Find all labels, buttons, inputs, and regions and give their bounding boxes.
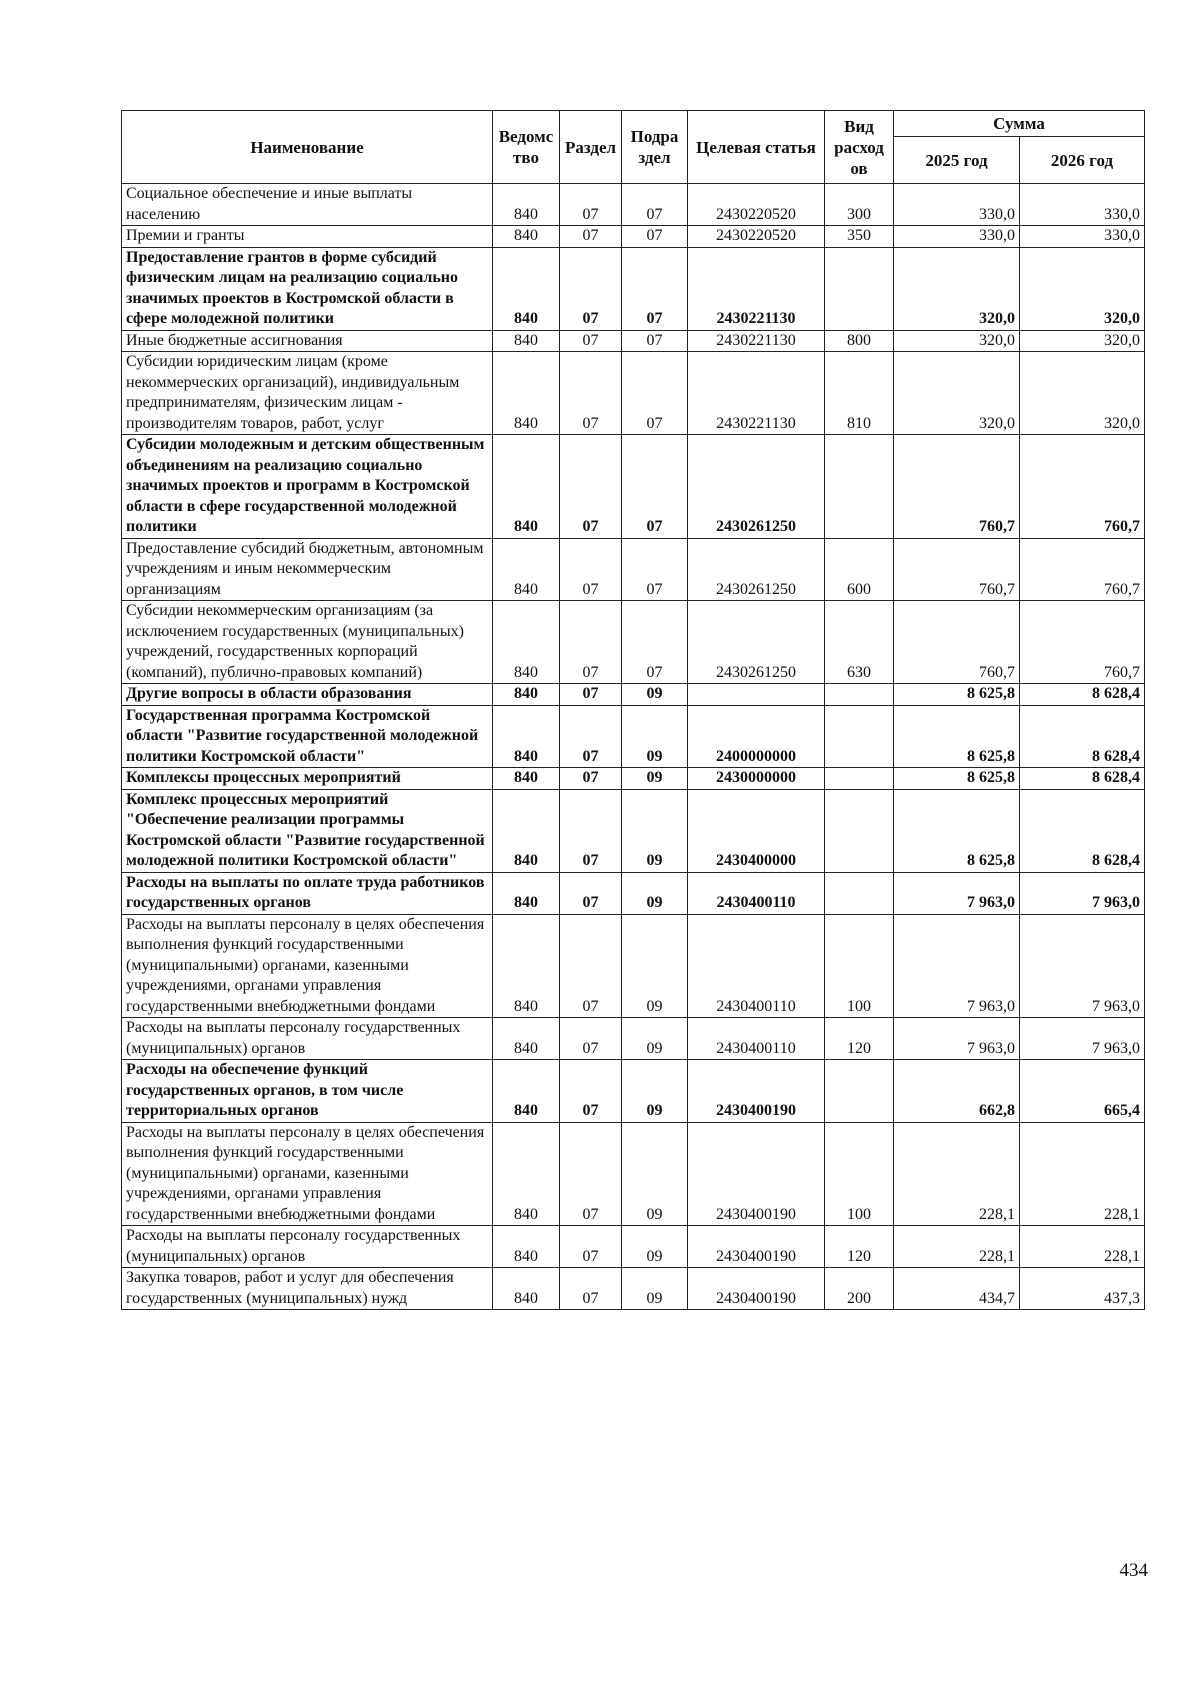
row-celevaya — [688, 684, 825, 706]
budget-table — [121, 110, 1145, 1310]
row-name: Субсидии молодежным и детским общественным объединениям на реализацию социально значимых проектов и программ в Костромской области в сфере государственной молодежной политики — [122, 435, 493, 539]
row-vedomstvo: 840 — [493, 1060, 560, 1123]
row-podrazdel: 09 — [622, 1122, 688, 1226]
row-vedomstvo: 840 — [493, 352, 560, 435]
row-celevaya: 2430400190 — [688, 1122, 825, 1226]
row-podrazdel: 07 — [622, 352, 688, 435]
table-row — [122, 684, 1145, 706]
row-podrazdel: 07 — [622, 247, 688, 330]
row-podrazdel: 09 — [622, 1268, 688, 1310]
row-celevaya: 2430261250 — [688, 538, 825, 601]
table-row — [122, 705, 1145, 768]
row-podrazdel: 07 — [622, 435, 688, 539]
row-sum-2025: 662,8 — [894, 1060, 1020, 1123]
row-sum-2026: 8 628,4 — [1020, 684, 1145, 706]
row-podrazdel: 09 — [622, 789, 688, 872]
row-sum-2025: 8 625,8 — [894, 789, 1020, 872]
table-row — [122, 352, 1145, 435]
row-vedomstvo: 840 — [493, 684, 560, 706]
row-name: Субсидии юридическим лицам (кроме некоммерческих организаций), индивидуальным предпринимателям, физическим лицам - производителям товаров, работ, услуг — [122, 352, 493, 435]
row-vedomstvo: 840 — [493, 914, 560, 1018]
row-sum-2026: 228,1 — [1020, 1122, 1145, 1226]
row-vid — [825, 684, 894, 706]
table-row — [122, 789, 1145, 872]
row-vid — [825, 435, 894, 539]
row-podrazdel: 09 — [622, 705, 688, 768]
table-row — [122, 768, 1145, 790]
row-celevaya: 2430400190 — [688, 1060, 825, 1123]
row-celevaya: 2430261250 — [688, 435, 825, 539]
row-sum-2026: 760,7 — [1020, 538, 1145, 601]
row-vid — [825, 872, 894, 914]
row-sum-2025: 7 963,0 — [894, 872, 1020, 914]
row-sum-2026: 228,1 — [1020, 1226, 1145, 1268]
row-razdel: 07 — [560, 705, 622, 768]
row-sum-2025: 320,0 — [894, 247, 1020, 330]
row-vedomstvo: 840 — [493, 330, 560, 352]
row-razdel: 07 — [560, 789, 622, 872]
table-row — [122, 538, 1145, 601]
header-summa: Сумма — [894, 111, 1145, 137]
row-sum-2025: 760,7 — [894, 601, 1020, 684]
row-name: Предоставление субсидий бюджетным, автономным учреждениям и иным некоммерческим организациям — [122, 538, 493, 601]
row-vedomstvo: 840 — [493, 1018, 560, 1060]
row-podrazdel: 07 — [622, 184, 688, 226]
header-2026: 2026 год — [1020, 137, 1145, 184]
row-vid: 630 — [825, 601, 894, 684]
row-podrazdel: 09 — [622, 1018, 688, 1060]
row-vid: 600 — [825, 538, 894, 601]
row-vedomstvo: 840 — [493, 184, 560, 226]
table-row — [122, 914, 1145, 1018]
row-name: Другие вопросы в области образования — [122, 684, 493, 706]
row-sum-2026: 7 963,0 — [1020, 1018, 1145, 1060]
row-sum-2025: 8 625,8 — [894, 768, 1020, 790]
row-celevaya: 2400000000 — [688, 705, 825, 768]
row-sum-2026: 8 628,4 — [1020, 768, 1145, 790]
row-sum-2025: 330,0 — [894, 226, 1020, 248]
row-sum-2025: 760,7 — [894, 538, 1020, 601]
row-vid: 810 — [825, 352, 894, 435]
row-sum-2025: 7 963,0 — [894, 914, 1020, 1018]
row-podrazdel: 09 — [622, 1060, 688, 1123]
row-name: Расходы на выплаты персоналу в целях обеспечения выполнения функций государственными (муниципальными) органами, казенными учреждениями, органами управления государственными внебюджетными фондами — [122, 1122, 493, 1226]
table-row — [122, 1060, 1145, 1123]
row-sum-2026: 665,4 — [1020, 1060, 1145, 1123]
row-sum-2026: 320,0 — [1020, 330, 1145, 352]
row-sum-2025: 320,0 — [894, 352, 1020, 435]
row-podrazdel: 09 — [622, 1226, 688, 1268]
row-vedomstvo: 840 — [493, 601, 560, 684]
header-celevaya: Целевая статья — [688, 111, 825, 184]
row-vedomstvo: 840 — [493, 705, 560, 768]
table-row — [122, 226, 1145, 248]
row-sum-2026: 330,0 — [1020, 184, 1145, 226]
row-celevaya: 2430220520 — [688, 184, 825, 226]
row-podrazdel: 07 — [622, 601, 688, 684]
row-razdel: 07 — [560, 538, 622, 601]
row-sum-2026: 8 628,4 — [1020, 705, 1145, 768]
row-razdel: 07 — [560, 601, 622, 684]
row-vedomstvo: 840 — [493, 1268, 560, 1310]
row-vid: 800 — [825, 330, 894, 352]
row-sum-2026: 330,0 — [1020, 226, 1145, 248]
row-celevaya: 2430400190 — [688, 1268, 825, 1310]
row-vid: 200 — [825, 1268, 894, 1310]
table-row — [122, 1226, 1145, 1268]
row-sum-2025: 8 625,8 — [894, 684, 1020, 706]
row-vedomstvo: 840 — [493, 226, 560, 248]
row-razdel: 07 — [560, 1060, 622, 1123]
table-row — [122, 435, 1145, 539]
row-celevaya: 2430400110 — [688, 1018, 825, 1060]
row-celevaya: 2430400000 — [688, 789, 825, 872]
table-row — [122, 184, 1145, 226]
row-razdel: 07 — [560, 1018, 622, 1060]
row-vedomstvo: 840 — [493, 872, 560, 914]
row-name: Государственная программа Костромской области "Развитие государственной молодежной политики Костромской области" — [122, 705, 493, 768]
row-vedomstvo: 840 — [493, 1122, 560, 1226]
row-vid — [825, 1060, 894, 1123]
table-row — [122, 330, 1145, 352]
table-header — [122, 111, 1145, 184]
row-podrazdel: 09 — [622, 914, 688, 1018]
row-podrazdel: 09 — [622, 768, 688, 790]
row-vid — [825, 789, 894, 872]
row-sum-2026: 7 963,0 — [1020, 872, 1145, 914]
row-name: Расходы на выплаты персоналу государственных (муниципальных) органов — [122, 1226, 493, 1268]
table-row — [122, 872, 1145, 914]
row-name: Субсидии некоммерческим организациям (за исключением государственных (муниципальных) учреждений, государственных корпораций (компаний), публично-правовых компаний) — [122, 601, 493, 684]
header-vedomstvo: Ведомс тво — [493, 111, 560, 184]
row-razdel: 07 — [560, 914, 622, 1018]
row-celevaya: 2430261250 — [688, 601, 825, 684]
page-number: 434 — [1119, 1560, 1148, 1581]
row-sum-2025: 330,0 — [894, 184, 1020, 226]
table-row — [122, 1268, 1145, 1310]
row-name: Расходы на обеспечение функций государственных органов, в том числе территориальных органов — [122, 1060, 493, 1123]
row-name: Закупка товаров, работ и услуг для обеспечения государственных (муниципальных) нужд — [122, 1268, 493, 1310]
row-name: Социальное обеспечение и иные выплаты населению — [122, 184, 493, 226]
row-vedomstvo: 840 — [493, 1226, 560, 1268]
row-sum-2025: 228,1 — [894, 1226, 1020, 1268]
row-vid: 120 — [825, 1018, 894, 1060]
row-vid — [825, 247, 894, 330]
row-celevaya: 2430400110 — [688, 872, 825, 914]
row-razdel: 07 — [560, 768, 622, 790]
row-vid — [825, 705, 894, 768]
row-name: Комплекс процессных мероприятий "Обеспечение реализации программы Костромской области "Развитие государственной молодежной политики Костромской области" — [122, 789, 493, 872]
row-razdel: 07 — [560, 226, 622, 248]
row-podrazdel: 07 — [622, 226, 688, 248]
row-sum-2025: 760,7 — [894, 435, 1020, 539]
row-sum-2026: 760,7 — [1020, 435, 1145, 539]
row-name: Расходы на выплаты по оплате труда работников государственных органов — [122, 872, 493, 914]
table-row — [122, 1122, 1145, 1226]
row-razdel: 07 — [560, 352, 622, 435]
row-sum-2026: 437,3 — [1020, 1268, 1145, 1310]
row-podrazdel: 09 — [622, 872, 688, 914]
row-name: Расходы на выплаты персоналу в целях обеспечения выполнения функций государственными (муниципальными) органами, казенными учреждениями, органами управления государственными внебюджетными фондами — [122, 914, 493, 1018]
row-sum-2025: 434,7 — [894, 1268, 1020, 1310]
row-sum-2026: 8 628,4 — [1020, 789, 1145, 872]
row-name: Предоставление грантов в форме субсидий физическим лицам на реализацию социально значимых проектов в Костромской области в сфере молодежной политики — [122, 247, 493, 330]
header-name: Наименование — [122, 111, 493, 184]
header-razdel: Раздел — [560, 111, 622, 184]
row-sum-2025: 320,0 — [894, 330, 1020, 352]
table-row — [122, 1018, 1145, 1060]
row-sum-2026: 320,0 — [1020, 247, 1145, 330]
row-sum-2026: 760,7 — [1020, 601, 1145, 684]
row-celevaya: 2430221130 — [688, 247, 825, 330]
table-body — [122, 184, 1145, 1310]
row-razdel: 07 — [560, 435, 622, 539]
row-podrazdel: 07 — [622, 330, 688, 352]
row-podrazdel: 07 — [622, 538, 688, 601]
row-sum-2026: 7 963,0 — [1020, 914, 1145, 1018]
row-name: Комплексы процессных мероприятий — [122, 768, 493, 790]
row-sum-2025: 8 625,8 — [894, 705, 1020, 768]
row-vid: 300 — [825, 184, 894, 226]
row-vid: 350 — [825, 226, 894, 248]
row-celevaya: 2430220520 — [688, 226, 825, 248]
header-2025: 2025 год — [894, 137, 1020, 184]
row-vid: 100 — [825, 914, 894, 1018]
table-row — [122, 247, 1145, 330]
row-razdel: 07 — [560, 872, 622, 914]
row-podrazdel: 09 — [622, 684, 688, 706]
row-vid: 100 — [825, 1122, 894, 1226]
row-sum-2025: 7 963,0 — [894, 1018, 1020, 1060]
row-celevaya: 2430221130 — [688, 330, 825, 352]
row-name: Расходы на выплаты персоналу государственных (муниципальных) органов — [122, 1018, 493, 1060]
table-row — [122, 601, 1145, 684]
row-razdel: 07 — [560, 684, 622, 706]
row-celevaya: 2430221130 — [688, 352, 825, 435]
row-name: Премии и гранты — [122, 226, 493, 248]
row-razdel: 07 — [560, 184, 622, 226]
row-vedomstvo: 840 — [493, 768, 560, 790]
row-celevaya: 2430400110 — [688, 914, 825, 1018]
header-vid: Вид расход ов — [825, 111, 894, 184]
row-celevaya: 2430000000 — [688, 768, 825, 790]
row-sum-2025: 228,1 — [894, 1122, 1020, 1226]
row-razdel: 07 — [560, 1268, 622, 1310]
row-vedomstvo: 840 — [493, 247, 560, 330]
row-razdel: 07 — [560, 247, 622, 330]
row-razdel: 07 — [560, 1122, 622, 1226]
header-podrazdel: Подра здел — [622, 111, 688, 184]
row-vedomstvo: 840 — [493, 789, 560, 872]
row-name: Иные бюджетные ассигнования — [122, 330, 493, 352]
row-vedomstvo: 840 — [493, 538, 560, 601]
row-vid: 120 — [825, 1226, 894, 1268]
row-sum-2026: 320,0 — [1020, 352, 1145, 435]
row-razdel: 07 — [560, 1226, 622, 1268]
row-vid — [825, 768, 894, 790]
row-celevaya: 2430400190 — [688, 1226, 825, 1268]
row-vedomstvo: 840 — [493, 435, 560, 539]
row-razdel: 07 — [560, 330, 622, 352]
